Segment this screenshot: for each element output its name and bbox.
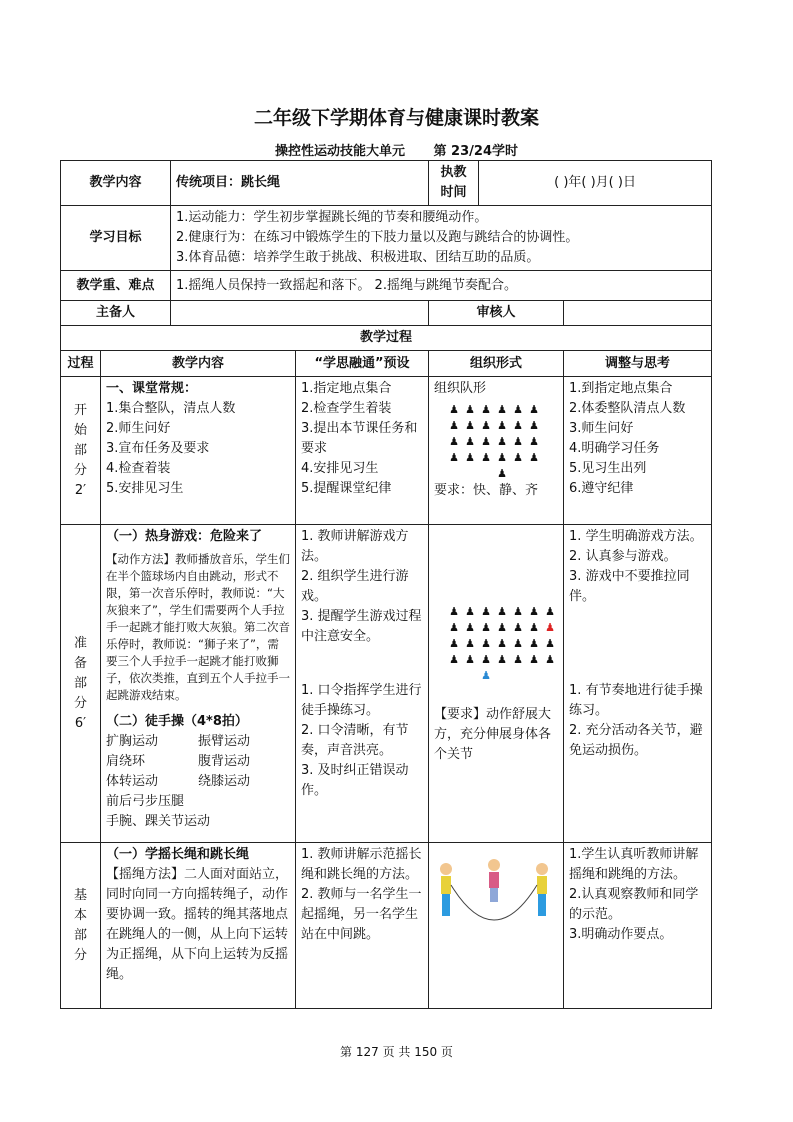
basic-content <box>101 843 296 1009</box>
exercise-row: 体转运动 绕膝运动 <box>106 774 251 789</box>
reviewer-label: 审核人 <box>429 301 564 326</box>
rope-jumping-illustration <box>434 855 558 927</box>
list-item: 1.集合整队，清点人数 <box>106 401 236 416</box>
phase-basic: 基 本 部 分 <box>61 843 101 1009</box>
org-requirement: 【要求】动作舒展大方，充分伸展身体各个关节 <box>434 707 552 762</box>
exercise-row: 肩绕环 腹背运动 <box>106 754 251 769</box>
period-name: 第 23/24学时 <box>433 144 518 159</box>
game-diagram: ♟ ♟ ♟ ♟ ♟ ♟ ♟ ♟ ♟ ♟ ♟ ♟ ♟ ♟ ♟ ♟ ♟ ♟ ♟ ♟ ♟ ♟ ♟ ♟ ♟ ♟ ♟ ♟ ♟ <box>449 605 555 682</box>
list-item: 3.宣布任务及要求 <box>106 441 210 456</box>
list-item: 5.安排见习生 <box>106 481 184 496</box>
basic-head: （一）学摇长绳和跳长绳 <box>106 847 250 862</box>
basic-preset: 1. 教师讲解示范摇长绳和跳长绳的方法。 2. 教师与一名学生一起摇绳，另一名学生站在中间跳。 <box>296 843 429 1009</box>
page-number: 第 127 页 共 150 页 <box>340 1045 453 1059</box>
start-preset: 1.指定地点集合 2.检查学生着装 3.提出本节课任务和要求 4.安排见习生 5.提醒课堂纪律 <box>296 377 429 525</box>
teaching-content-value: 传统项目：跳长绳 <box>171 161 429 206</box>
game-head: （一）热身游戏：危险来了 <box>106 529 263 544</box>
col-organization: 组织形式 <box>429 351 564 377</box>
reviewer-value <box>564 301 712 326</box>
goal-item: 3.体育品德：培养学生敢于挑战、积极进取、团结互助的品质。 <box>176 250 540 265</box>
col-preset: “学思融通”预设 <box>296 351 429 377</box>
start-content <box>101 377 296 525</box>
warmup-content <box>101 525 296 843</box>
start-adjust: 1.到指定地点集合 2.体委整队清点人数 3.师生问好 4.明确学习任务 5.见习生出列 6.遵守纪律 <box>564 377 712 525</box>
goals-list <box>171 206 712 271</box>
exercise-row: 手腕、踝关节运动 <box>106 814 211 829</box>
org-title: 组织队形 <box>434 381 487 396</box>
basic-adjust: 1.学生认真听教师讲解摇绳和跳绳的方法。 2.认真观察教师和同学的示范。 3.明确动作要点。 <box>564 843 712 1009</box>
start-organization <box>429 377 564 525</box>
key-points-label: 教学重、难点 <box>61 271 171 301</box>
phase-start: 开 始 部 分 2′ <box>61 377 101 525</box>
key-points-value: 1.摇绳人员保持一致摇起和落下。 2.摇绳与跳绳节奏配合。 <box>171 271 712 301</box>
unit-name: 操控性运动技能大单元 <box>274 144 405 159</box>
col-process: 过程 <box>61 351 101 377</box>
basic-text: 【摇绳方法】二人面对面站立，同时向同一方向摇转绳子，动作要协调一致。摇转的绳其落地点在跳绳人的一侧，从上向下运转为正摇绳，从下向上运转为反摇绳。 <box>106 867 289 982</box>
warmup-adjust: 1. 学生明确游戏方法。 2. 认真参与游戏。 3. 游戏中不要推拉同伴。 1. 有节奏地进行徒手操练习。 2. 充分活动各关节，避免运动损伤。 <box>564 525 712 843</box>
game-text: 【动作方法】教师播放音乐，学生们在半个篮球场内自由跳动，形式不限，第一次音乐停时，教师说：“大灰狼来了”，学生们需要两个人手拉手一起跳才能打败大灰狼。第二次音乐停时，教师说：“狮子来了”，需要三个人手拉手一起跳才能打败狮子，依次类推，直到五个人手拉手一起跳游戏结束。 <box>106 552 290 702</box>
exercise-head: （二）徒手操（4*8拍） <box>106 714 248 729</box>
warmup-organization <box>429 525 564 843</box>
exercise-row: 扩胸运动 振臂运动 <box>106 734 251 749</box>
goals-label: 学习目标 <box>61 206 171 271</box>
preparer-label: 主备人 <box>61 301 171 326</box>
process-title: 教学过程 <box>61 326 712 351</box>
preparer-value <box>171 301 429 326</box>
date-label: 执教 时间 <box>429 161 479 206</box>
goal-item: 1.运动能力：学生初步掌握跳长绳的节奏和腰绳动作。 <box>176 210 488 225</box>
start-content-head: 一、课堂常规： <box>106 381 198 396</box>
exercise-row: 前后弓步压腿 <box>106 794 185 809</box>
warmup-preset: 1. 教师讲解游戏方法。 2. 组织学生进行游戏。 3. 提醒学生游戏过程中注意安全。 1. 口令指挥学生进行徒手操练习。 2. 口令清晰，有节奏，声音洪亮。 3. 及时纠正错误动作。 <box>296 525 429 843</box>
date-value: ( )年( )月( )日 <box>479 161 712 206</box>
list-item: 4.检查着装 <box>106 461 171 476</box>
page-subtitle <box>0 140 793 159</box>
basic-organization <box>429 843 564 1009</box>
lesson-plan-table <box>60 160 712 1009</box>
goal-item: 2.健康行为：在练习中锻炼学生的下肢力量以及跑与跳结合的协调性。 <box>176 230 579 245</box>
col-content: 教学内容 <box>101 351 296 377</box>
col-adjustment: 调整与思考 <box>564 351 712 377</box>
formation-diagram: ♟ ♟ ♟ ♟ ♟ ♟ ♟ ♟ ♟ ♟ ♟ ♟ ♟ ♟ ♟ ♟ ♟ ♟ ♟ ♟ ♟ ♟ ♟ ♟ ♟ <box>449 403 539 480</box>
page-title: 二年级下学期体育与健康课时教案 <box>253 107 539 129</box>
org-requirement: 要求：快、静、齐 <box>434 483 539 498</box>
phase-warmup: 准 备 部 分 6′ <box>61 525 101 843</box>
list-item: 2.师生问好 <box>106 421 171 436</box>
teaching-content-label: 教学内容 <box>61 161 171 206</box>
